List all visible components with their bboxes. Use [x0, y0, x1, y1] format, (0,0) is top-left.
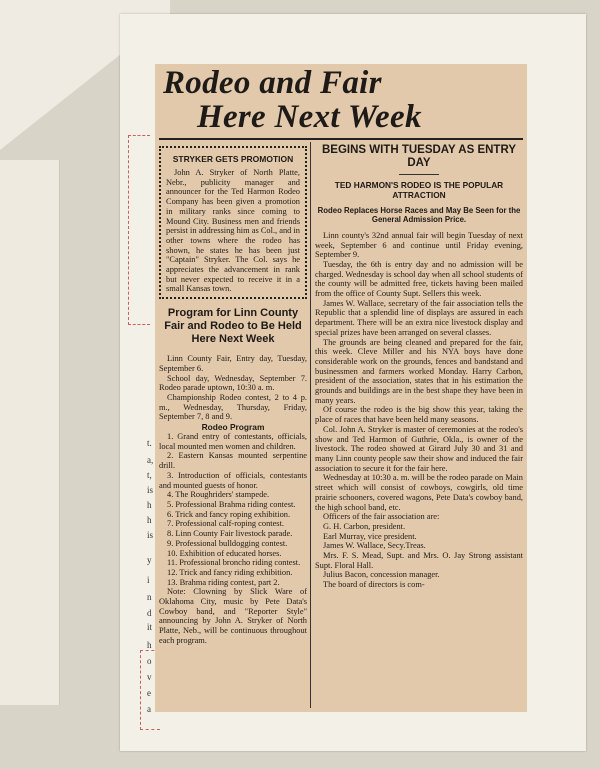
column-divider	[310, 142, 311, 708]
margin-letter: a,	[147, 455, 154, 465]
officer-line: Mrs. F. S. Mead, Supt. and Mrs. O. Jay Strong assistant Supt. Floral Hall.	[315, 551, 523, 570]
margin-letter: h	[147, 500, 152, 510]
margin-letter: t,	[147, 470, 152, 480]
margin-letter: it	[147, 622, 153, 632]
main-story-subhead: TED HARMON'S RODEO IS THE POPULAR ATTRACTION	[334, 180, 504, 200]
newspaper-clipping	[155, 64, 527, 712]
program-headline: Program for Linn County Fair and Rodeo to Be Held Here Next Week	[164, 307, 302, 346]
headline-line-2: Here Next Week	[197, 99, 422, 135]
program-item: 7. Professional calf-roping contest.	[167, 519, 284, 529]
margin-letter: is	[147, 530, 154, 540]
program-item: 1. Grand entry of contestants, officials, local mounted men women and children.	[159, 432, 307, 451]
program-item: 2. Eastern Kansas mounted serpentine drill.	[159, 451, 307, 471]
margin-letter: d	[147, 608, 152, 618]
program-item: 12. Trick and fancy riding exhibition.	[167, 567, 293, 577]
red-bracket-mark	[128, 135, 150, 325]
officer-line: G. H. Carbon, president.	[323, 521, 406, 531]
main-story-deck: Rodeo Replaces Horse Races and May Be Seen for the General Admission Price.	[317, 206, 521, 225]
margin-letter: o	[147, 656, 152, 666]
margin-letter: h	[147, 515, 152, 525]
main-story-body	[315, 231, 523, 522]
program-item: Note: Clowning by Slick Ware of Oklahoma City, music by Pete Data's Cowboy band, and "Reporter Style" announcing by John A. Stryker of North Platte, Neb., will be continuous throughout each program.	[159, 587, 307, 645]
story-paragraph: Linn county's 32nd annual fair will begin Tuesday of next week, September 6 and continue until Friday evening, September 9.	[315, 230, 523, 260]
main-story-headline: BEGINS WITH TUESDAY AS ENTRY DAY	[321, 144, 517, 169]
margin-letter: y	[147, 555, 152, 565]
officer-line: Julius Bacon, concession manager.	[323, 570, 440, 580]
program-intro-line: Championship Rodeo contest, 2 to 4 p. m., Wednesday, Thursday, Friday, September 7, 8 and 9.	[159, 392, 307, 422]
margin-letter: e	[147, 688, 151, 698]
headline	[155, 66, 527, 134]
officer-list	[315, 522, 523, 590]
program-title: Rodeo Program	[201, 422, 265, 433]
program-item: 4. The Roughriders' stampede.	[167, 490, 270, 500]
program-item: 3. Introduction of officials, contestants and mounted guests of honor.	[159, 470, 307, 490]
story-paragraph: Col. John A. Stryker is master of ceremonies at the rodeo's show and Ted Harmon of Guthrie, Okla., is owner of the livestock. The rodeo showed at Girard July 30 and 31 and many Linn county people saw their show and induced the fair association to secure it for the fair here.	[315, 424, 523, 473]
stryker-box	[159, 146, 307, 299]
program-intro-line: School day, Wednesday, September 7. Rodeo parade uptown, 10:30 a. m.	[159, 373, 307, 393]
program-item: 8. Linn County Fair livestock parade.	[167, 529, 293, 539]
program-item: 5. Professional Brahma riding contest.	[167, 499, 296, 509]
story-paragraph: Of course the rodeo is the big show this year, taking the place of races that have been held many seasons.	[315, 405, 523, 425]
program-item: 10. Exhibition of educated horses.	[167, 548, 282, 558]
divider	[399, 174, 439, 175]
program-item: 6. Trick and fancy roping exhibition.	[167, 509, 291, 519]
program-item: 9. Professional bulldogging contest.	[167, 538, 288, 548]
story-paragraph: Tuesday, the 6th is entry day and no admission will be charged. Wednesday is school day when all school students of the county will be admitted free, tickets having been mailed from the office of County Supt. Sellers this week.	[315, 259, 523, 299]
margin-letter: i	[147, 575, 150, 585]
program-intro	[159, 354, 307, 422]
officer-line: The board of directors is com-	[323, 580, 425, 590]
story-paragraph: Officers of the fair association are:	[323, 512, 440, 522]
margin-letter: h	[147, 640, 152, 650]
program-items	[159, 432, 307, 645]
story-paragraph: Wednesday at 10:30 a. m. will be the rodeo parade on Main street which will consist of cowboys, cowgirls, old time prairie schooners, covered wagons, Pete Data's cowboy band, the high school band, etc.	[315, 473, 523, 512]
officer-line: Earl Murray, vice president.	[323, 531, 417, 541]
officer-line: James W. Wallace, Secy.Treas.	[323, 541, 426, 551]
stryker-box-title: STRYKER GETS PROMOTION	[172, 154, 294, 164]
margin-letter: is	[147, 485, 154, 495]
margin-letter: v	[147, 672, 152, 682]
left-column	[159, 144, 307, 646]
margin-letter: a	[147, 704, 151, 714]
margin-letter: t.	[147, 438, 152, 448]
program-item: 11. Professional broncho riding contest.	[167, 558, 301, 568]
stryker-box-body: John A. Stryker of North Platte, Nebr., publicity manager and announcer for the Ted Harmon Rodeo Company has been given a promotion in military ranks since coming to Mound City. Business men and friends persist in addressing him as Col., and in other towns where the rodeo has shown, he states he has been just "Captain" Stryker. The Col. says he appreciates the advancement in rank but never expected to receive it in a small Kansas town.	[166, 168, 300, 294]
headline-rule	[159, 138, 523, 140]
story-paragraph: James W. Wallace, secretary of the fair association tells the Republic that a splendid line of displays are assured in each department. There will be an extra nice livestock display and special prizes have been arranged on several classes.	[315, 298, 523, 337]
story-paragraph: The grounds are being cleaned and prepared for the fair, this week. Cleve Miller and his NYA boys have done considerable work on the grounds, fences and bandstand and businessmen and farmers worked Monday. Harry Carbon, president of the association, states that in his estimation the grounds and buildings are in the best shape they have been in many years.	[315, 337, 523, 405]
background-sheet	[0, 160, 60, 705]
right-column	[315, 144, 523, 590]
program-item: 13. Brahma riding contest, part 2.	[167, 577, 280, 587]
margin-letter: n	[147, 592, 152, 602]
headline-line-1: Rodeo and Fair	[163, 65, 382, 101]
program-intro-line: Linn County Fair, Entry day, Tuesday, September 6.	[159, 354, 307, 373]
